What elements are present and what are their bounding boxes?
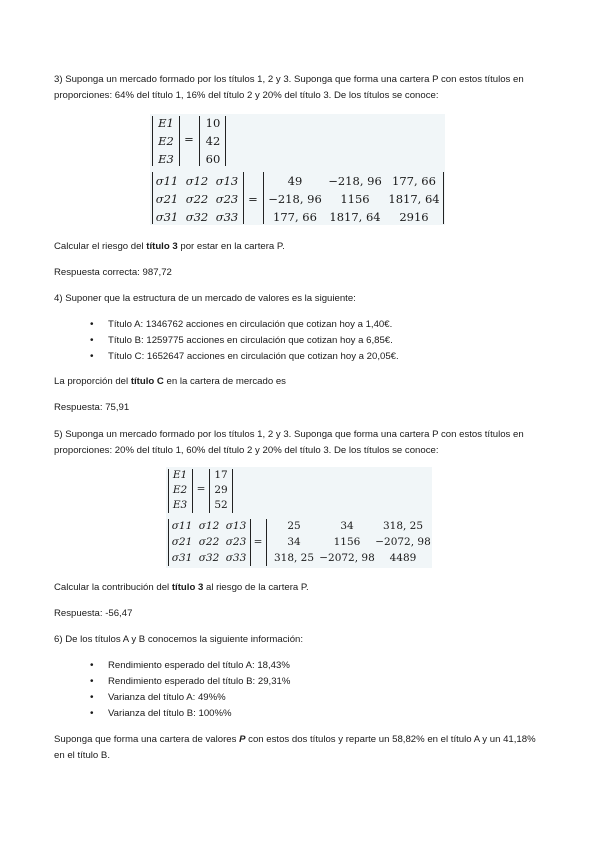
- q3-v32: 1817, 64: [329, 210, 381, 224]
- q5-v31: 318, 25: [273, 552, 315, 564]
- q5-v22: 1156: [333, 536, 361, 548]
- q4-question: [54, 374, 554, 390]
- q5-e3-value: 52: [214, 499, 228, 511]
- q4-question-bold: título C: [130, 376, 164, 387]
- q3-s32: σ32: [185, 210, 209, 224]
- q6-closing: [54, 732, 554, 764]
- q6-closing-line2: en el título B.: [54, 750, 110, 761]
- list-item: • Varianza del título B: 100%%: [90, 706, 290, 722]
- q3-intro-line2: proporciones: 64% del título 1, 16% del título 2 y 20% del título 3. De los títulos se conoce:: [54, 90, 439, 101]
- q3-e2-label: E2: [158, 134, 174, 148]
- q3-question-pre: Calcular el riesgo del: [54, 241, 147, 252]
- q5-v32: −2072, 98: [319, 552, 375, 564]
- list-item: • Título C: 1652647 acciones en circulación que cotizan hoy a 20,05€.: [90, 349, 399, 365]
- q5-question-bold: título 3: [171, 582, 204, 593]
- q6-list: [90, 658, 290, 722]
- q5-s13: σ13: [225, 520, 247, 532]
- q3-matrix: E1 E2 E3 = 10 42 60 σ11 σ12 σ13 σ21 σ22 σ23 σ31 σ32 σ33 = 49 −218, 96 177, 66 −218, 96 1156 1817, 64 177, 66 1817, 64 2916: [150, 114, 445, 225]
- q5-question-post: al riesgo de la cartera P.: [203, 582, 309, 593]
- q3-intro: [54, 72, 554, 104]
- q3-s22: σ22: [185, 192, 209, 206]
- q3-s11: σ11: [155, 174, 179, 188]
- q4-answer: Respuesta: 75,91: [54, 402, 130, 413]
- list-item: • Rendimiento esperado del título B: 29,31%: [90, 674, 290, 690]
- list-item: • Título B: 1259775 acciones en circulación que cotizan hoy a 6,85€.: [90, 333, 399, 349]
- q5-answer: Respuesta: -56,47: [54, 608, 133, 619]
- q5-intro: [54, 427, 554, 459]
- q3-v12: −218, 96: [328, 174, 382, 188]
- q5-s22: σ22: [198, 536, 220, 548]
- q5-v23: −2072, 98: [375, 536, 431, 548]
- q4-intro: 4) Suponer que la estructura de un mercado de valores es la siguiente:: [54, 293, 356, 304]
- q5-s21: σ21: [171, 536, 193, 548]
- q3-question: [54, 239, 554, 255]
- q3-v33: 2916: [399, 210, 429, 224]
- q3-s21: σ21: [155, 192, 179, 206]
- list-item: • Título A: 1346762 acciones en circulación que cotizan hoy a 1,40€.: [90, 317, 399, 333]
- q5-v12: 34: [340, 520, 354, 532]
- list-item: • Varianza del título A: 49%%: [90, 690, 290, 706]
- q3-s13: σ13: [215, 174, 239, 188]
- q5-question: [54, 580, 554, 596]
- q5-s31: σ31: [171, 552, 193, 564]
- q3-v22: 1156: [340, 192, 370, 206]
- q3-question-post: por estar en la cartera P.: [177, 241, 285, 252]
- q5-s12: σ12: [198, 520, 220, 532]
- q3-v13: 177, 66: [392, 174, 436, 188]
- q3-question-bold: título 3: [146, 241, 178, 252]
- q4-list: [90, 317, 399, 365]
- q3-intro-line1: 3) Suponga un mercado formado por los títulos 1, 2 y 3. Suponga que forma una cartera P con estos títulos en: [54, 74, 524, 85]
- q6-closing-bold: P: [239, 734, 246, 745]
- q5-s23: σ23: [225, 536, 247, 548]
- q5-v21: 34: [287, 536, 301, 548]
- q4-question-pre: La proporción del: [54, 376, 131, 387]
- q5-e2-label: E2: [172, 484, 188, 496]
- q3-s12: σ12: [185, 174, 209, 188]
- q3-e3-value: 60: [205, 152, 221, 166]
- q5-s11: σ11: [171, 520, 193, 532]
- list-item: • Rendimiento esperado del título A: 18,43%: [90, 658, 290, 674]
- q5-intro-line2: proporciones: 20% del título 1, 60% del título 2 y 20% del título 3. De los títulos se conoce:: [54, 445, 439, 456]
- q5-v13: 318, 25: [382, 520, 424, 532]
- q3-s31: σ31: [155, 210, 179, 224]
- q5-e1-value: 17: [214, 469, 228, 481]
- q5-e1-label: E1: [172, 469, 188, 481]
- q3-s33: σ33: [215, 210, 239, 224]
- q5-v33: 4489: [389, 552, 417, 564]
- q5-matrix: E1 E2 E3 = 17 29 52 σ11 σ12 σ13 σ21 σ22 σ23 σ31 σ32 σ33 = 25 34 318, 25 34 1156 −2072, 98 318, 25 −2072, 98 4489: [166, 467, 432, 568]
- q3-answer: Respuesta correcta: 987,72: [54, 267, 172, 278]
- q3-e3-label: E3: [158, 152, 174, 166]
- q3-e1-label: E1: [158, 116, 174, 130]
- q3-e1-value: 10: [205, 116, 221, 130]
- q4-question-post: en la cartera de mercado es: [163, 376, 286, 387]
- q6-intro: 6) De los títulos A y B conocemos la siguiente información:: [54, 634, 304, 645]
- q5-intro-line1: 5) Suponga un mercado formado por los títulos 1, 2 y 3. Suponga que forma una cartera P con estos títulos en: [54, 429, 524, 440]
- q6-closing-pre: Suponga que forma una cartera de valores: [54, 734, 240, 745]
- q5-question-pre: Calcular la contribución del: [54, 582, 172, 593]
- q3-v11: 49: [287, 174, 303, 188]
- q3-v31: 177, 66: [273, 210, 317, 224]
- q3-v23: 1817, 64: [388, 192, 440, 206]
- q5-s32: σ32: [198, 552, 220, 564]
- q3-v21: −218, 96: [268, 192, 322, 206]
- q6-closing-post: con estos dos títulos y reparte un 58,82% en el título A y un 41,18%: [245, 734, 536, 745]
- q5-e2-value: 29: [214, 484, 228, 496]
- q5-v11: 25: [287, 520, 301, 532]
- q5-e3-label: E3: [172, 499, 188, 511]
- q5-s33: σ33: [225, 552, 247, 564]
- q3-s23: σ23: [215, 192, 239, 206]
- q3-e2-value: 42: [205, 134, 221, 148]
